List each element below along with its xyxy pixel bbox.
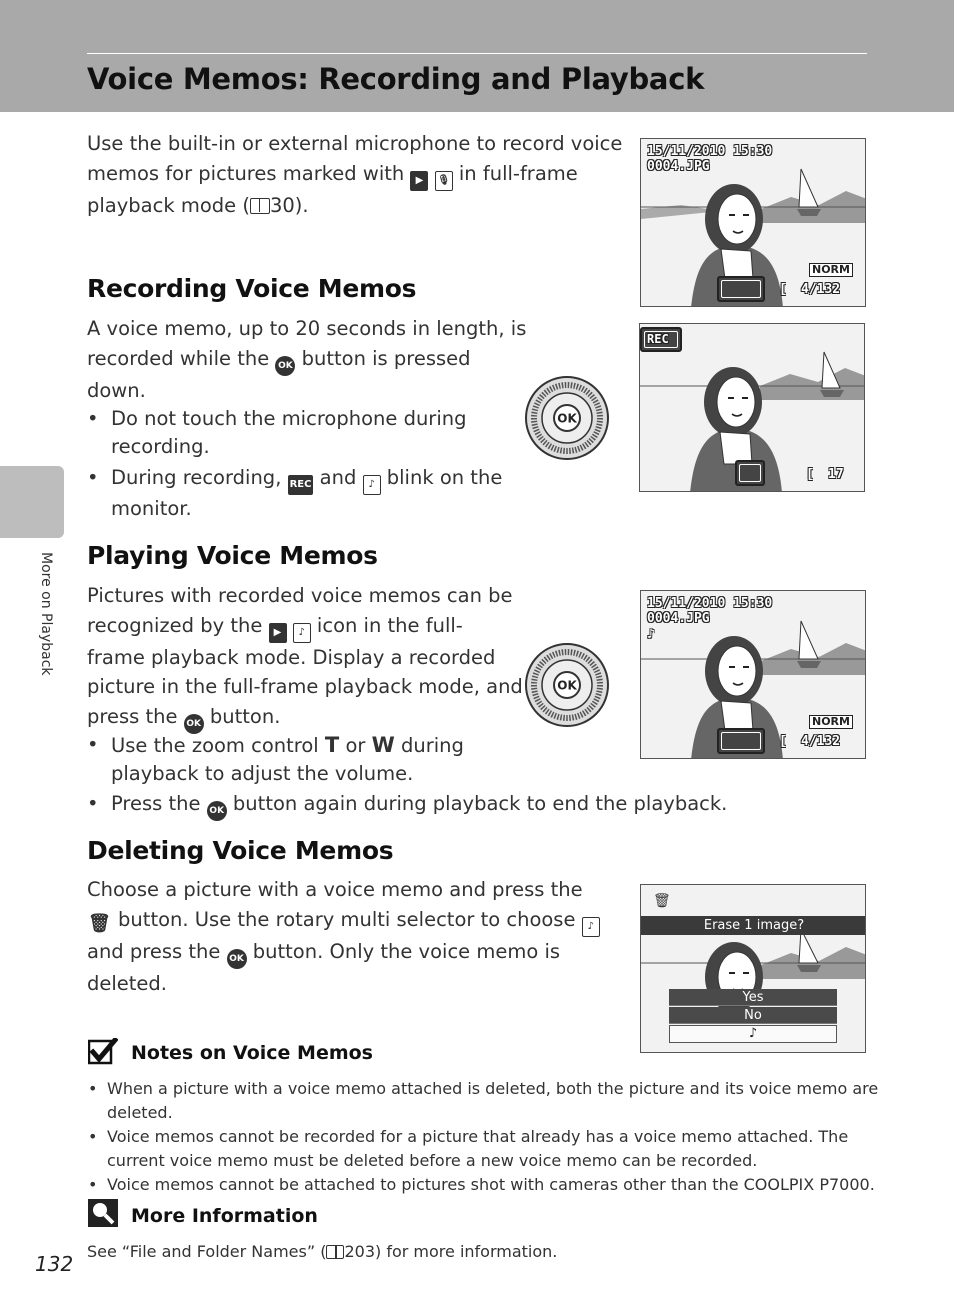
quality-indicator: NORM [809, 715, 853, 729]
more-info-heading: More Information [131, 1205, 318, 1227]
playing-line: press the OK button. [87, 702, 523, 734]
header-rule [87, 53, 867, 54]
note-bullet: • Voice memos cannot be attached to pictures shot with cameras other than the COOLPIX P7000. [107, 1173, 877, 1197]
trash-icon: 🗑 [88, 912, 111, 934]
deleting-line: 🗑 button. Use the rotary multi selector to choose ♪ [87, 905, 600, 937]
more-info-text: See “File and Folder Names” ( 203) for more information. [87, 1242, 558, 1261]
datetime-readout: 15/11/2010 15:30 [647, 596, 773, 611]
ok-button-icon: OK [207, 801, 227, 821]
frame-counter: 4/132 [801, 734, 841, 749]
playback-mode-icon: ▶ [410, 171, 428, 191]
playing-bullet: • Use the zoom control T or W during playback to adjust the volume. [111, 731, 511, 788]
deleting-line: deleted. [87, 971, 168, 995]
quality-indicator: NORM [809, 263, 853, 277]
notes-heading: Notes on Voice Memos [131, 1042, 373, 1064]
remaining-time-bracket: [ [806, 467, 814, 482]
playing-bullet: • Press the OK button again during playback to end the playback. [111, 790, 811, 821]
rec-icon: REC [288, 475, 314, 495]
ok-dial-illustration [524, 642, 610, 728]
playing-line: Pictures with recorded voice memos can be [87, 584, 513, 607]
menu-item-yes[interactable]: Yes [669, 989, 837, 1006]
playing-paragraph [87, 581, 523, 734]
deleting-paragraph [87, 875, 600, 998]
playing-line: frame playback mode. Display a recorded [87, 645, 496, 669]
svg-text:OK: OK [557, 678, 577, 693]
section-heading-playing: Playing Voice Memos [87, 541, 378, 570]
zoom-tele-label: T [324, 733, 340, 757]
camera-screen-playback-mic [640, 138, 866, 307]
voice-memo-icon: ♪ [363, 475, 381, 495]
frame-counter-bracket: [ [779, 282, 787, 297]
intro-line: memos for pictures marked with ▶ 🎙 in full-frame [87, 159, 622, 191]
remaining-time: 17 [828, 467, 844, 482]
page-title: Voice Memos: Recording and Playback [87, 62, 705, 96]
note-bullet: • When a picture with a voice memo attached is deleted, both the picture and its voice memo are deleted. [107, 1077, 877, 1125]
recording-line: recorded while the OK button is pressed [87, 344, 526, 376]
voice-memo-icon: ♪ [582, 917, 600, 937]
trash-icon: 🗑 [653, 893, 671, 909]
erase-prompt: Erase 1 image? [641, 916, 866, 935]
menu-item-no[interactable]: No [669, 1007, 837, 1024]
frame-counter-bracket: [ [779, 734, 787, 749]
page-header [0, 0, 954, 112]
deleting-line: Choose a picture with a voice memo and press the [87, 878, 583, 901]
playing-line: picture in the full-frame playback mode, and [87, 675, 523, 698]
playback-voice-indicator [717, 276, 765, 302]
deleting-line: and press the OK button. Only the voice memo is [87, 937, 600, 969]
zoom-wide-label: W [371, 733, 395, 757]
voice-memo-icon: ♪ [293, 623, 311, 643]
camera-screen-recording [639, 323, 865, 492]
svg-text:OK: OK [557, 411, 577, 426]
intro-line: Use the built-in or external microphone to record voice [87, 132, 623, 155]
camera-screen-erase-dialog [640, 884, 866, 1053]
section-heading-recording: Recording Voice Memos [87, 274, 417, 303]
rec-indicator-label: REC [647, 332, 669, 346]
filename-readout: 0004.JPG [647, 159, 710, 174]
side-tab-label: More on Playback [38, 552, 54, 676]
datetime-readout: 15/11/2010 15:30 [647, 144, 773, 159]
ok-button-icon: OK [227, 949, 247, 969]
recording-bullet: • During recording, REC and ♪ blink on the monitor. [111, 464, 511, 523]
filename-readout: 0004.JPG [647, 611, 710, 626]
page-reference-icon [250, 198, 270, 214]
voice-memo-indicator [735, 460, 765, 486]
ok-dial-illustration [524, 375, 610, 461]
playback-voice-indicator [717, 728, 765, 754]
voice-memo-icon: ♪ [647, 627, 655, 642]
checkmark-note-icon [88, 1038, 118, 1066]
microphone-icon: 🎙 [435, 171, 453, 191]
ok-button-icon: OK [275, 356, 295, 376]
recording-bullet: • Do not touch the microphone during recording. [111, 405, 511, 461]
menu-item-voice-memo[interactable]: ♪ [669, 1025, 837, 1043]
magnifier-info-icon [88, 1199, 118, 1227]
note-bullet: • Voice memos cannot be recorded for a picture that already has a voice memo attached. The current voice memo must be deleted before a new voice memo can be recorded. [107, 1125, 877, 1173]
playback-mode-icon: ▶ [269, 623, 287, 643]
camera-screen-playback-voice [640, 590, 866, 759]
side-tab [0, 466, 64, 538]
recording-line: down. [87, 378, 146, 402]
recording-paragraph [87, 314, 526, 405]
section-heading-deleting: Deleting Voice Memos [87, 836, 394, 865]
page-reference-icon [326, 1245, 344, 1259]
recording-line: A voice memo, up to 20 seconds in length, is [87, 317, 527, 340]
frame-counter: 4/132 [801, 282, 841, 297]
page-number: 132 [35, 1252, 74, 1276]
playing-line: recognized by the ▶ ♪ icon in the full- [87, 611, 523, 643]
intro-line: playback mode ( 30). [87, 193, 309, 217]
ok-button-icon: OK [184, 714, 204, 734]
intro-paragraph [87, 129, 622, 220]
